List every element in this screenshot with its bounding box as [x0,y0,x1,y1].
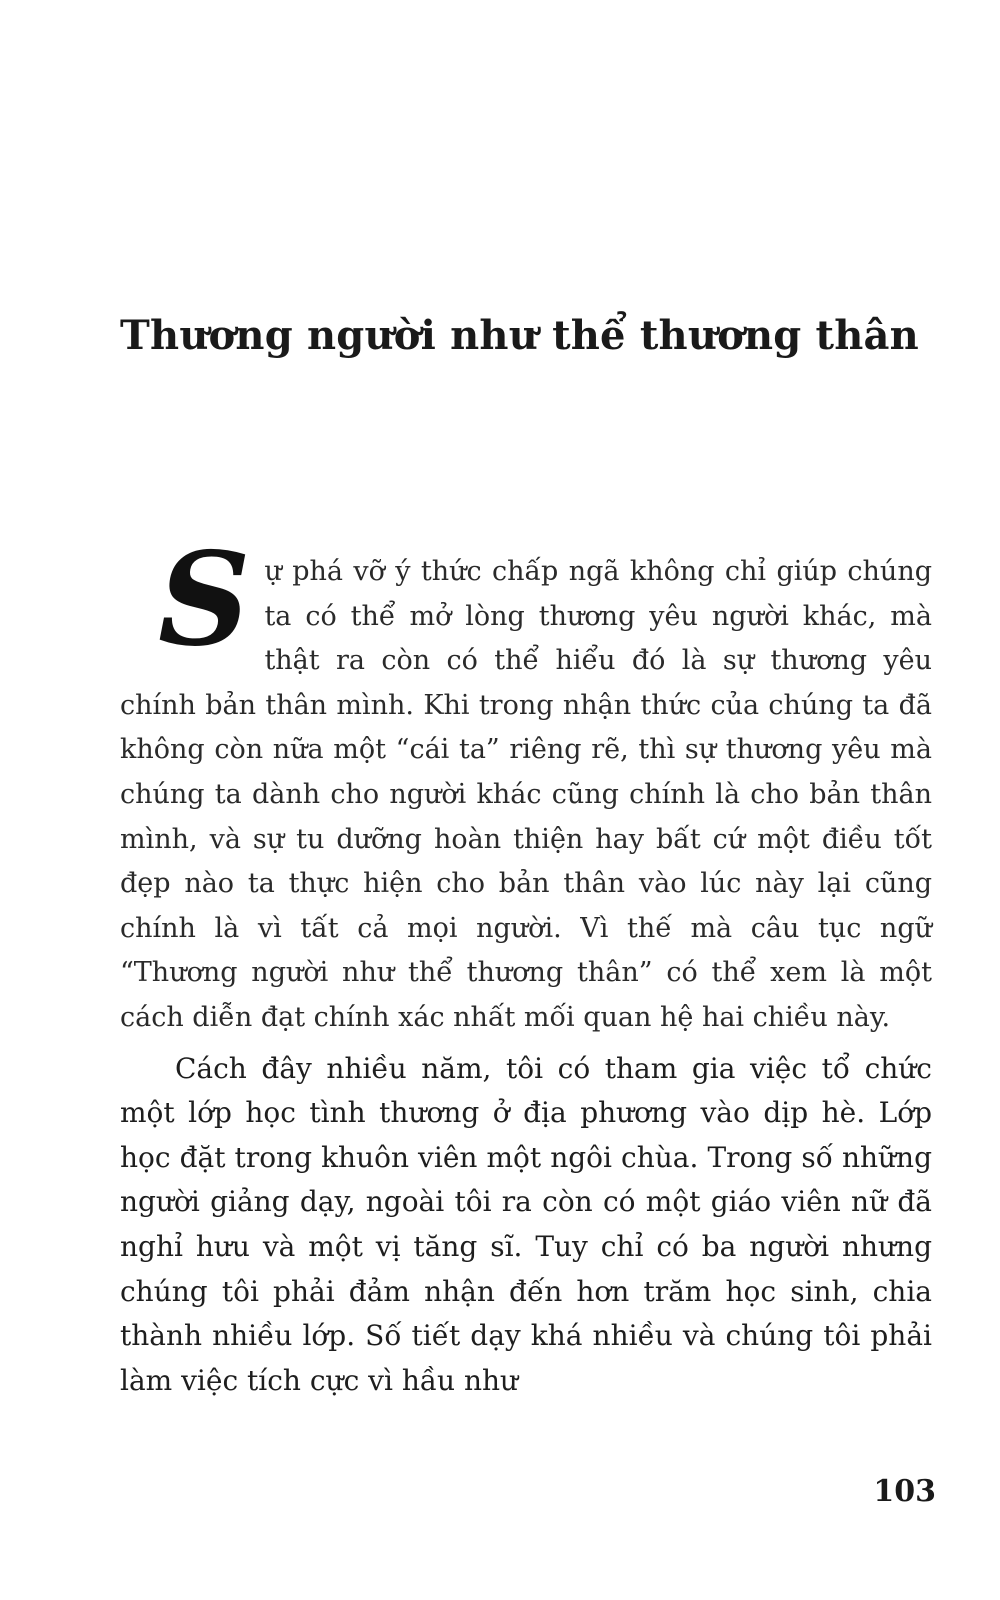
paragraph-second: Cách đây nhiều năm, tôi có tham gia việc tổ chức một lớp học tình thương ở địa phương vào dịp hè. Lớp học đặt trong khuôn viên một ngôi chùa. Trong số những người giảng dạy, ngoài tôi ra còn có một giáo viên nữ đã nghỉ hưu và một vị tăng sĩ. Tuy chỉ có ba người nhưng chúng tôi phải đảm nhận đến hơn trăm học sinh, chia thành nhiều lớp. Số tiết dạy khá nhiều và chúng tôi phải làm việc tích cực vì hầu như [120,1051,932,1397]
paragraph-text: ự phá vỡ ý thức chấp ngã không chỉ giúp chúng ta có thể mở lòng thương yêu người khác, mà thật ra còn có thể hiểu đó là sự thương yêu chính bản thân mình. Khi trong nhận thức của chúng ta đã không còn nữa một “cái ta” riêng rẽ, thì sự thương yêu mà chúng ta dành cho người khác cũng chính là cho bản thân mình, và sự tu dưỡng hoàn thiện hay bất cứ một điều tốt đẹp nào ta thực hiện cho bản thân vào lúc này lại cũng chính là vì tất cả mọi người. Vì thế mà câu tục ngữ “Thương người như thể thương thân” có thể xem là một cách diễn đạt chính xác nhất mối quan hệ hai chiều này. [120,556,932,1033]
body-text [120,525,932,1403]
paragraph-first [120,525,932,1041]
page-number: 103 [873,1474,936,1509]
chapter-title: Thương người như thể thương thân [120,312,919,359]
drop-cap-letter: S [158,525,251,675]
